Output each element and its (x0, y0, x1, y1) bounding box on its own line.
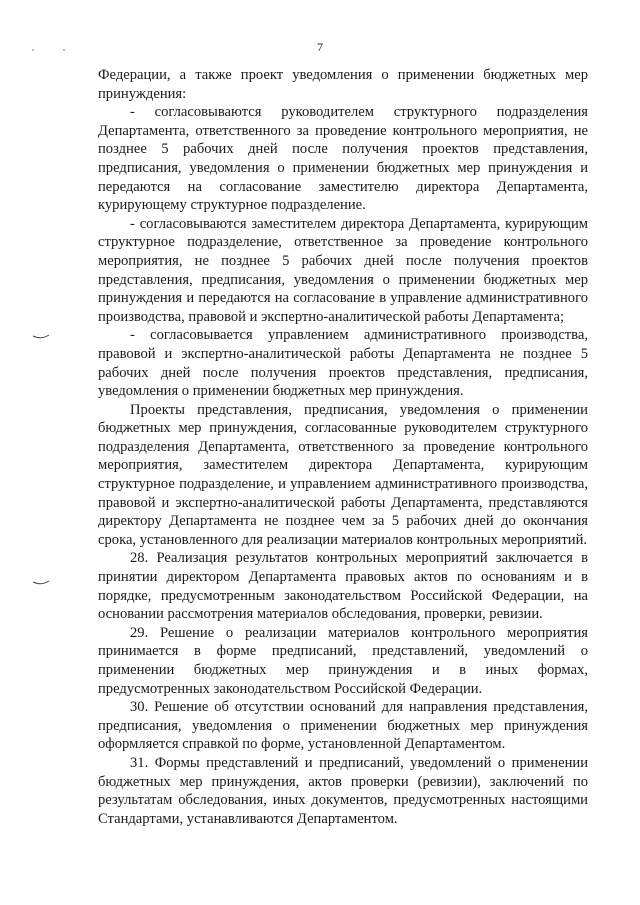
paragraph-drafts: Проекты представления, предписания, уведомления о применении бюджетных мер принуждения, согласованные руководителем структурного подразделения Департамента, ответственного за проведение контрольного мероприятия, заместителем директора Департамента, курирующим структурное подразделение, и управлением административного производства, правовой и экспертно-аналитической работы Департамента, представляются директору Департамента не позднее чем за 5 рабочих дней до окончания срока, установленного для реализации материалов контрольных мероприятий. (98, 401, 588, 548)
paragraph-29: 29. Решение о реализации материалов контрольного мероприятия принимается в форме предписаний, представлений, уведомлений о применении бюджетных мер принуждения и в иных формах, предусмотренных законодательством Российской Федерации. (98, 624, 588, 697)
page-number: 7 (317, 40, 323, 54)
paragraph-31: 31. Формы представлений и предписаний, уведомлений о применении бюджетных мер принуждения, актов проверки (ревизии), заключений по результатам обследования, иных документов, предусмотренных настоящими Стандартами, устанавливаются Департаментом. (98, 754, 588, 827)
scan-mark-left-2 (32, 580, 50, 586)
paragraph-30: 30. Решение об отсутствии оснований для направления представления, предписания, уведомления о применении бюджетных мер принуждения оформляется справкой по форме, установленной Департаментом. (98, 699, 588, 753)
scan-mark-top (30, 48, 70, 52)
paragraph-28: 28. Реализация результатов контрольных мероприятий заключается в принятии директором Департамента правовых актов по основаниям и в порядке, предусмотренным законодательством Российской Федерации, на основании рассмотрения материалов обследования, проверки, ревизии. (98, 550, 588, 623)
scan-mark-left-1 (32, 334, 50, 340)
paragraph-agreement-head: - согласовываются руководителем структурного подразделения Департамента, ответственного за проведение контрольного мероприятия, не позднее 5 рабочих дней после получения проектов представления, предписания, уведомления о применении бюджетных мер принуждения и передаются на согласование заместителю директора Департамента, курирующему структурное подразделение. (98, 104, 588, 214)
document-body (98, 66, 588, 828)
paragraph-agreement-deputy: - согласовываются заместителем директора Департамента, курирующим структурное подразделение, ответственное за проведение контрольного мероприятия, не позднее 5 рабочих дней после получения проектов представления, предписания, уведомления о применении бюджетных мер принуждения и передаются на согласование в управление административного производства, правовой и экспертно-аналитической работы Департамента; (98, 215, 588, 325)
paragraph-intro: Федерации, а также проект уведомления о применении бюджетных мер принуждения: (98, 67, 588, 102)
paragraph-agreement-department: - согласовывается управлением административного производства, правовой и экспертно-аналитической работы Департамента не позднее 5 рабочих дней после получения проектов представления, предписания, уведомления о применении бюджетных мер принуждения. (98, 327, 588, 400)
